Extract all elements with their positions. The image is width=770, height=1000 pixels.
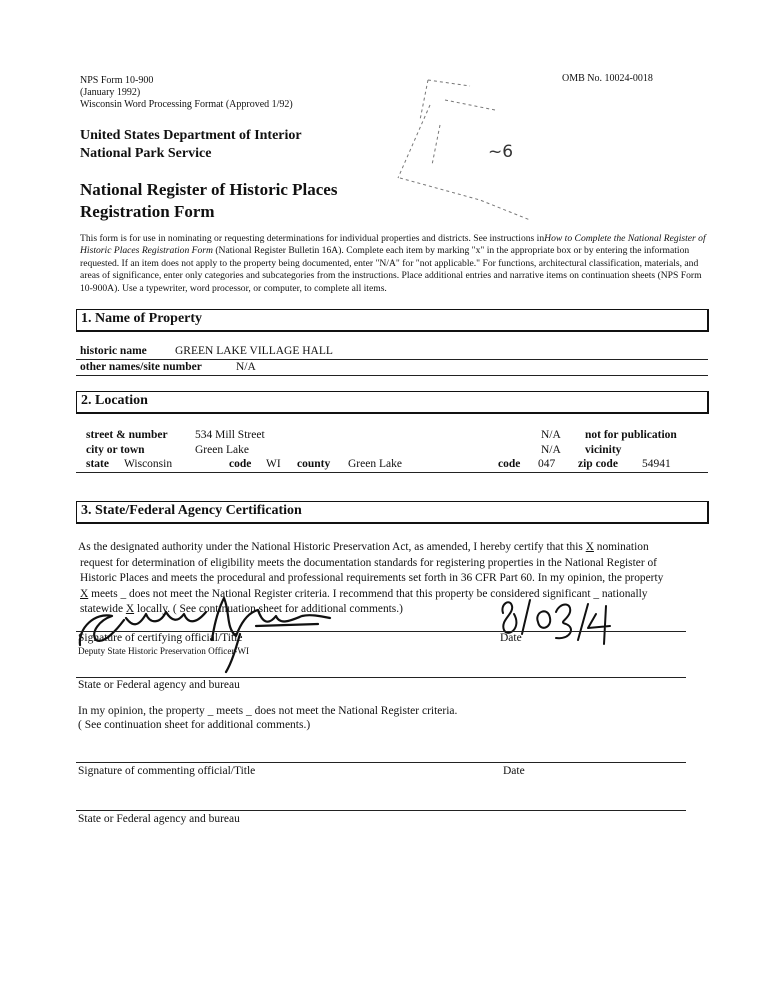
county-label: county (297, 458, 331, 470)
commenting-date-label: Date (503, 765, 525, 777)
divider (76, 762, 686, 763)
date-label: Date (500, 632, 522, 644)
section-2-header: 2. Location (76, 391, 709, 414)
agency-label-2: State or Federal agency and bureau (78, 813, 240, 825)
form-number: NPS Form 10-900 (80, 75, 154, 86)
signed-date (503, 604, 506, 605)
not-for-publication-value: N/A (541, 429, 561, 441)
intro-paragraph: This form is for use in nominating or requesting determinations for individual properties and districts. See instructions inHow to Complete the National Register of Historic Places Registration Form (National Register Bulletin 16A). Complete each item by marking "x" in the appropriate box or by entering the information requested. If an item does not apply to the property being documented, enter "N/A" for "not applicable." For functions, architectural classification, materials, and areas of significance, enter only categories and subcategories from the instructions. Place additional entries and narrative items on continuation sheets (NPS Form 10-900A). Use a typewriter, word processor, or computer, to complete all items. (80, 233, 706, 294)
not-for-publication-label: not for publication (585, 429, 677, 441)
other-names-value: N/A (236, 361, 256, 373)
agency-label: State or Federal agency and bureau (78, 679, 240, 691)
vicinity-value: N/A (541, 444, 561, 456)
signature-label: Signature of certifying official/Title (78, 632, 243, 644)
vicinity-label: vicinity (585, 444, 622, 456)
other-names-label: other names/site number (80, 361, 202, 373)
omb-number: OMB No. 10024-0018 (562, 73, 653, 84)
format-note: Wisconsin Word Processing Format (Approved 1/92) (80, 99, 293, 110)
zip-value: 54941 (642, 458, 671, 470)
form-date: (January 1992) (80, 87, 141, 98)
street-value: 534 Mill Street (195, 429, 265, 441)
service-name: National Park Service (80, 146, 212, 161)
form-title-line1: National Register of Historic Places (80, 180, 338, 199)
historic-name-value: GREEN LAKE VILLAGE HALL (175, 345, 333, 357)
zip-label: zip code (578, 458, 618, 470)
county-code-label: code (498, 458, 521, 470)
county-value: Green Lake (348, 458, 402, 470)
certification-statement: As the designated authority under the National Historic Preservation Act, as amended, I hereby certify that this X nomination request for determination of eligibility meets the documentation standards for registering properties in the National Register of Historic Places and meets the procedural and professional requirements set forth in 36 CFR Part 60. In my opinion, the property X meets _ does not meet the National Register criteria. I recommend that this property be considered significant _ nationally statewide X locally. ( See continuation sheet for additional comments.) (78, 541, 664, 616)
signature-title: Deputy State Historic Preservation Officer-WI (78, 646, 250, 656)
state-value: Wisconsin (124, 458, 173, 470)
stamp-mark: ~6 (488, 142, 514, 162)
city-label: city or town (86, 444, 145, 456)
commenting-signature-label: Signature of commenting official/Title (78, 765, 256, 777)
historic-name-label: historic name (80, 345, 147, 357)
city-value: Green Lake (195, 444, 249, 456)
section-1-header: 1. Name of Property (76, 309, 709, 332)
form-title-line2: Registration Form (80, 202, 215, 221)
state-code-value: WI (266, 458, 281, 470)
street-label: street & number (86, 429, 168, 441)
county-code-value: 047 (538, 458, 556, 470)
state-label: state (86, 458, 109, 470)
opinion-line-1: In my opinion, the property _ meets _ does not meet the National Register criteria. (78, 705, 458, 717)
divider (76, 677, 686, 678)
opinion-line-2: ( See continuation sheet for additional comments.) (78, 719, 311, 731)
department-name: United States Department of Interior (80, 128, 302, 143)
section-3-header: 3. State/Federal Agency Certification (76, 501, 709, 524)
divider (76, 810, 686, 811)
state-code-label: code (229, 458, 252, 470)
